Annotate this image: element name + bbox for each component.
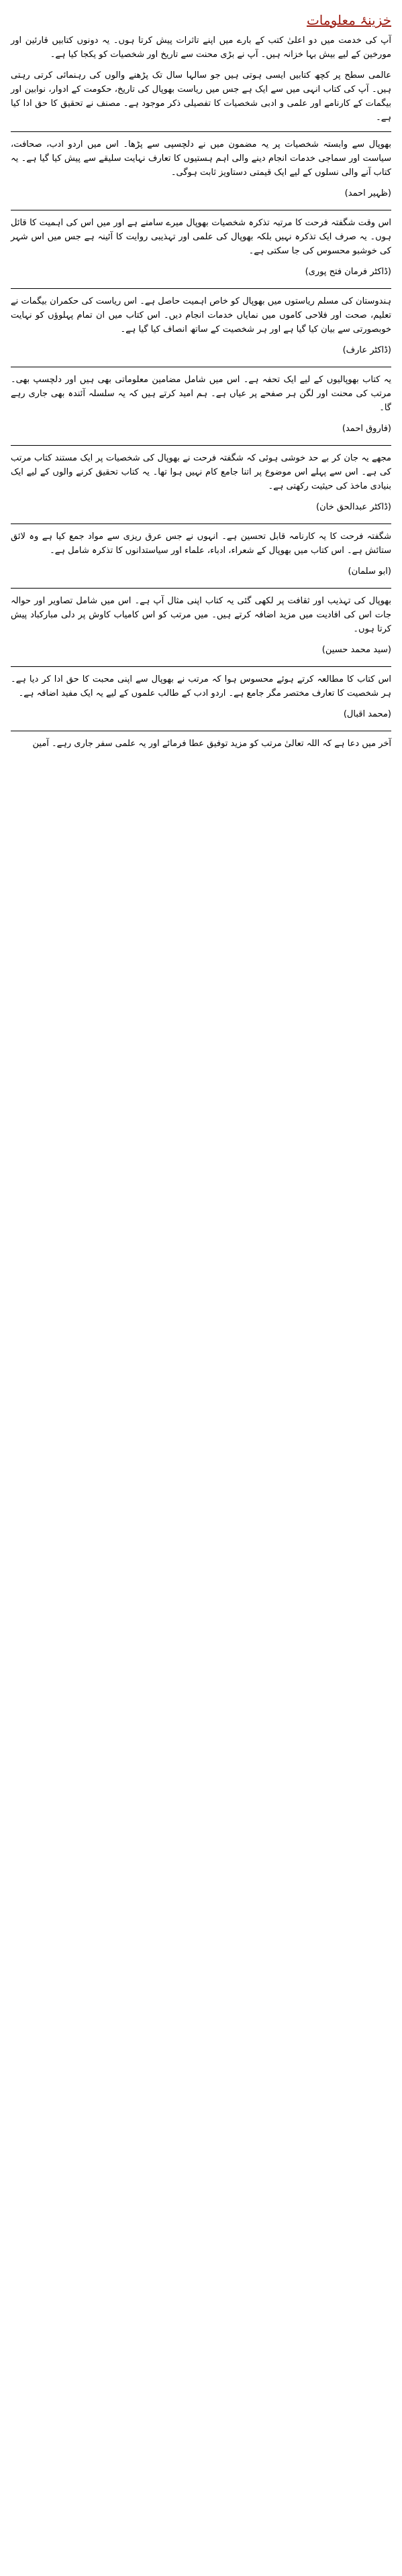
intro-paragraph: آپ کی خدمت میں دو اعلیٰ کتب کے بارے میں اپنے تاثرات پیش کرتا ہوں۔ یہ دونوں کتابیں قارئین اور مورخین کے لیے بیش بہا خزانہ ہیں۔ آپ نے بڑی محنت سے تاریخ اور شخصیات کو یکجا کیا ہے۔: [11, 36, 391, 60]
divider: [11, 666, 391, 667]
signature-text: (ابو سلمان): [348, 566, 391, 576]
paragraph-text: ہندوستان کی مسلم ریاستوں میں بھوپال کو خاص اہمیت حاصل ہے۔ اس ریاست کی حکمران بیگمات نے تعلیم، صحت اور فلاحی کاموں میں نمایاں خدمات انجام دیں۔ اس کتاب میں ان تمام پہلوؤں کو نہایت خوبصورتی سے بیان کیا گیا ہے اور ہر شخصیت کے ساتھ انصاف کیا گیا ہے۔: [11, 296, 391, 334]
paragraph-text: یہ کتاب بھوپالیوں کے لیے ایک تحفہ ہے۔ اس میں شامل مضامین معلوماتی بھی ہیں اور دلچسپ بھی۔ مرتب کی محنت اور لگن ہر صفحے پر عیاں ہے۔ ہم امید کرتے ہیں کہ یہ سلسلہ آئندہ بھی جاری رہے گا۔: [11, 375, 391, 413]
paragraph-text: مجھے یہ جان کر بے حد خوشی ہوئی کہ شگفتہ فرحت نے بھوپال کی شخصیات پر ایک مستند کتاب مرتب کی ہے۔ اس سے پہلے اس موضوع پر اتنا جامع کام نہیں ہوا تھا۔ یہ کتاب تحقیق کرنے والوں کے لیے ایک بنیادی ماخذ کی حیثیت رکھتی ہے۔: [11, 453, 391, 491]
paragraph-text: بھوپال سے وابستہ شخصیات پر یہ مضمون میں نے دلچسپی سے پڑھا۔ اس میں اردو ادب، صحافت، سیاست اور سماجی خدمات انجام دینے والی اہم ہستیوں کا تعارف نہایت سلیقے سے پیش کیا گیا ہے۔ یہ کتاب آنے والی نسلوں کے لیے ایک قیمتی دستاویز ثابت ہوگی۔: [11, 139, 391, 178]
paragraph-text: شگفتہ فرحت کا یہ کارنامہ قابل تحسین ہے۔ انہوں نے جس عرق ریزی سے مواد جمع کیا ہے وہ لائق ستائش ہے۔ اس کتاب میں بھوپال کے شعراء، ادباء، علماء اور سیاستدانوں کا تذکرہ شامل ہے۔: [11, 532, 391, 556]
signature: [11, 500, 391, 514]
signature-text: (فاروق احمد): [342, 424, 391, 434]
paragraph-text: اس کتاب کا مطالعہ کرتے ہوئے محسوس ہوا کہ مرتب نے بھوپال سے اپنی محبت کا حق ادا کر دیا ہے۔ ہر شخصیت کا تعارف مختصر مگر جامع ہے۔ اردو ادب کے طالب علموں کے لیے یہ ایک مفید اضافہ ہے۔: [11, 674, 391, 698]
divider: [11, 131, 391, 132]
paragraph-text: بھوپال کی تہذیب اور ثقافت پر لکھی گئی یہ کتاب اپنی مثال آپ ہے۔ اس میں شامل تصاویر اور حوالہ جات اس کی افادیت میں مزید اضافہ کرتے ہیں۔ میں مرتب کو اس کامیاب کاوش پر دلی مبارکباد پیش کرتا ہوں۔: [11, 596, 391, 634]
divider: [11, 288, 391, 289]
signature-text: (ظہیر احمد): [344, 188, 391, 198]
paragraph-block-7: [11, 530, 391, 578]
divider: [11, 588, 391, 589]
signature: [11, 422, 391, 436]
paragraph-text: اس وقت شگفتہ فرحت کا مرتبہ تذکرہ شخصیات بھوپال میرے سامنے ہے اور میں اس کی اہمیت کا قائل ہوں۔ یہ صرف ایک تذکرہ نہیں بلکہ بھوپال کی علمی اور تہذیبی روایت کا آئینہ ہے جس میں اس شہر کی خوشبو محسوس کی جا سکتی ہے۔: [11, 218, 391, 256]
signature-text: (ڈاکٹر فرمان فتح پوری): [305, 267, 391, 277]
paragraph-block-1: [11, 68, 391, 125]
paragraph-block-2: [11, 137, 391, 200]
signature: [11, 265, 391, 279]
signature-text: (ڈاکٹر عبدالحق خان): [316, 502, 391, 512]
paragraph-block-8: [11, 594, 391, 657]
paragraph-text: عالمی سطح پر کچھ کتابیں ایسی ہوتی ہیں جو سالہا سال تک پڑھنے والوں کی رہنمائی کرتی رہتی ہیں۔ آپ کی کتاب انہی میں سے ایک ہے جس میں ریاست بھوپال کی تاریخ، حکومت کے ادوار، نوابین اور بیگمات کے کارنامے اور علمی و ادبی شخصیات کا تفصیلی ذکر موجود ہے۔ مصنف نے تحقیق کا حق ادا کیا ہے۔: [11, 70, 391, 123]
divider: [11, 445, 391, 446]
signature-text: (سید محمد حسین): [321, 645, 391, 655]
paragraph-block-3: [11, 216, 391, 279]
signature: [11, 564, 391, 578]
signature: [11, 643, 391, 657]
signature-text: (ڈاکٹر عارف): [342, 345, 391, 355]
paragraph-block-9: [11, 672, 391, 721]
signature: [11, 343, 391, 357]
signature: [11, 707, 391, 721]
signature-text: (محمد اقبال): [343, 709, 391, 719]
article-body: [11, 34, 391, 751]
page-title: خزینۂ معلومات: [306, 12, 391, 28]
signature: [11, 186, 391, 200]
paragraph-block-6: [11, 451, 391, 514]
closing-paragraph: آخر میں دعا ہے کہ اللہ تعالیٰ مرتب کو مزید توفیق عطا فرمائے اور یہ علمی سفر جاری رہے۔ آمین: [32, 739, 391, 749]
paragraph-block-5: [11, 373, 391, 436]
paragraph-block-4: [11, 294, 391, 357]
